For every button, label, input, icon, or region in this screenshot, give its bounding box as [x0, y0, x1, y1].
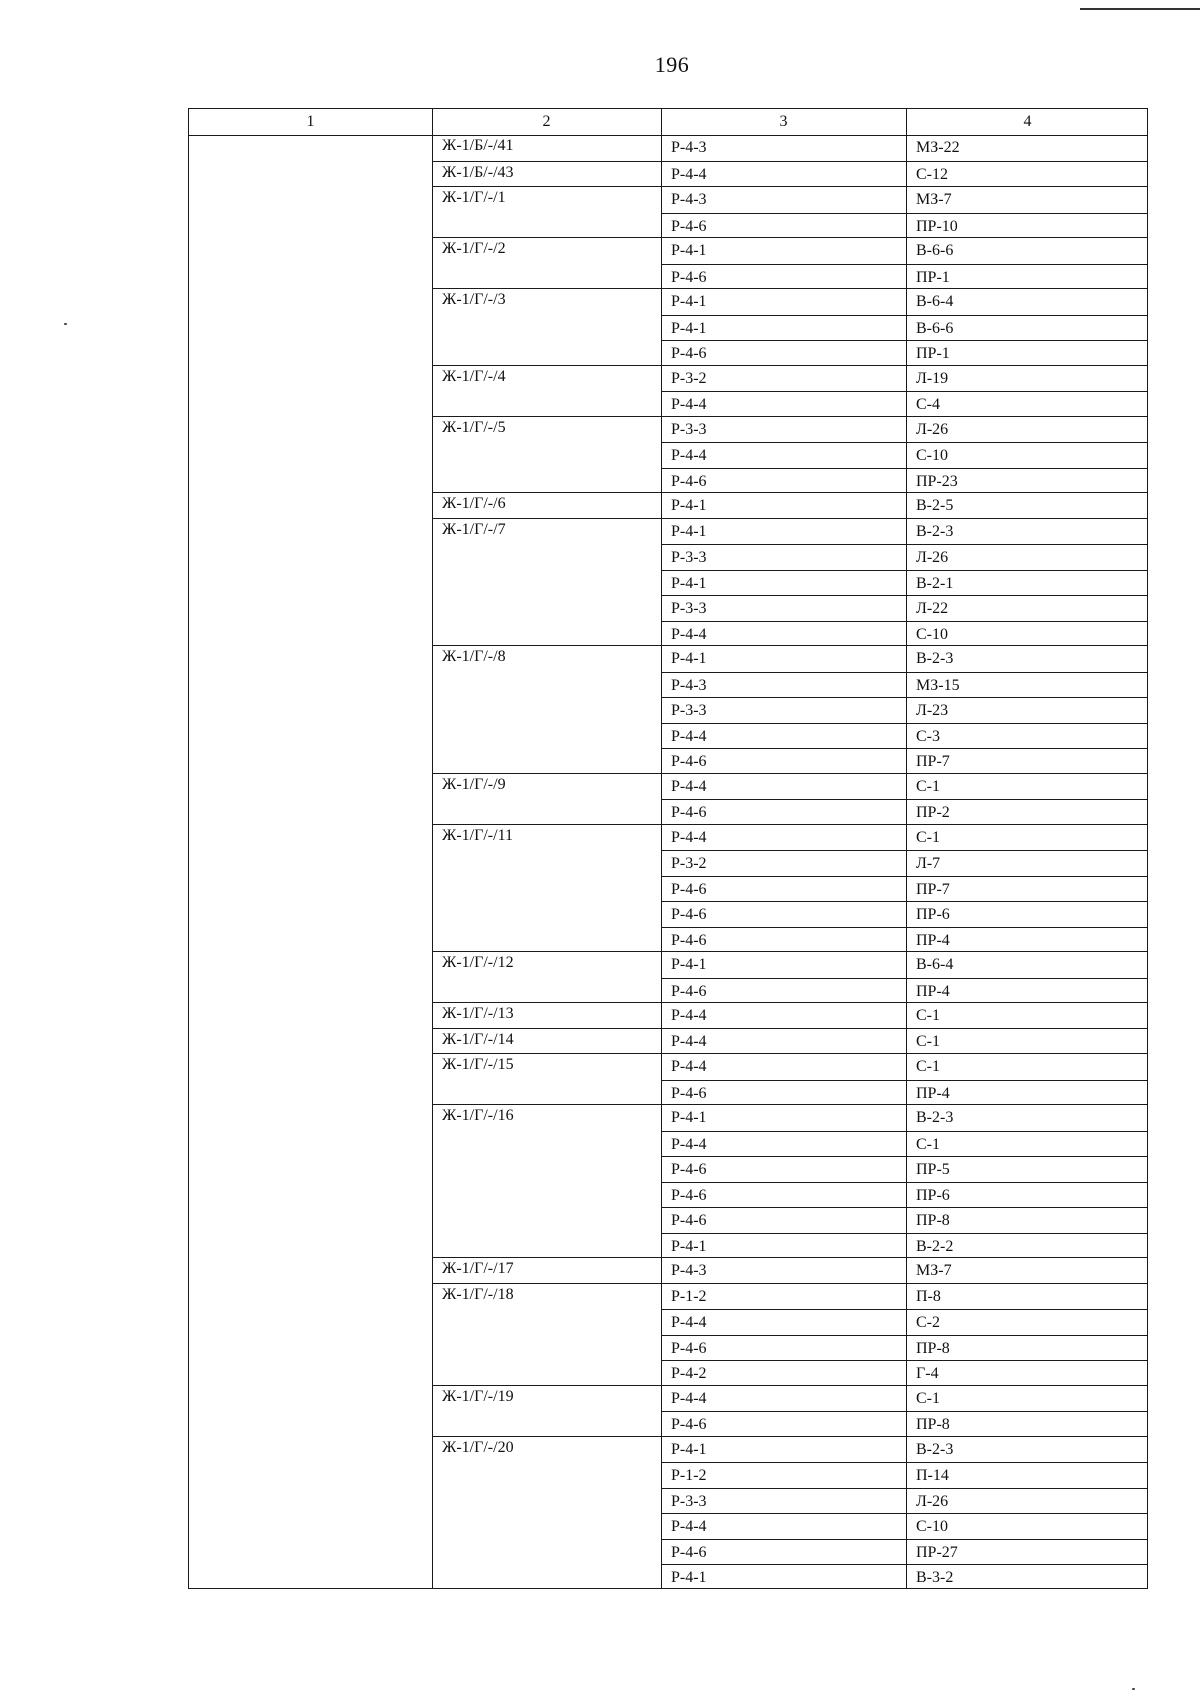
item-code-cell: ПР-2 — [916, 804, 950, 821]
item-code-cell: С-3 — [916, 727, 940, 745]
region-code-cell: Р-4-6 — [671, 753, 707, 770]
header-col-3: 3 — [779, 113, 788, 130]
table-row — [661, 1258, 1147, 1284]
table-row — [661, 697, 1147, 723]
object-code: Ж-1/Г/-/17 — [442, 1260, 514, 1277]
region-code-cell: Р-4-4 — [671, 727, 707, 745]
region-code-cell: Р-4-3 — [671, 191, 707, 208]
item-code-cell: С-1 — [916, 1032, 940, 1050]
header-col-2: 2 — [542, 113, 551, 130]
region-code-cell: Р-4-6 — [671, 1416, 707, 1433]
table-row — [661, 391, 1147, 417]
object-code: Ж-1/Г/-/7 — [442, 520, 506, 538]
scan-speck — [64, 323, 67, 325]
item-code-cell: Л-7 — [916, 855, 941, 872]
item-code-cell: С-10 — [916, 447, 948, 464]
table-row — [661, 1309, 1147, 1335]
table-group — [432, 135, 1147, 161]
item-code-cell: ПР-8 — [916, 1339, 950, 1357]
table-row — [661, 723, 1147, 749]
table-row — [661, 1131, 1147, 1157]
table-row — [661, 213, 1147, 239]
region-code-cell: Р-4-6 — [671, 931, 707, 949]
table-group — [432, 1053, 1147, 1105]
region-code-cell: Р-4-4 — [671, 1389, 707, 1407]
region-code-cell: Р-4-1 — [671, 522, 707, 540]
table-row — [661, 876, 1147, 902]
item-code-cell: ПР-23 — [916, 472, 958, 490]
header-col-1: 1 — [306, 113, 315, 130]
table-group — [432, 237, 1147, 289]
table-group — [432, 186, 1147, 238]
item-code-cell: В-2-3 — [916, 1109, 954, 1126]
region-code-cell: Р-4-1 — [671, 293, 707, 310]
item-code-cell: В-6-4 — [916, 293, 954, 310]
region-code-cell: Р-4-1 — [671, 650, 707, 667]
table-group — [432, 824, 1147, 953]
region-code-cell: Р-4-6 — [671, 880, 707, 898]
item-code-cell: С-1 — [916, 1007, 940, 1024]
item-code-cell: ПР-6 — [916, 906, 950, 923]
page-number: 196 — [654, 52, 690, 77]
region-code-cell: Р-4-1 — [671, 1440, 707, 1458]
table-row — [661, 672, 1147, 698]
item-code-cell: В-2-3 — [916, 522, 954, 540]
region-code-cell: Р-3-3 — [671, 549, 707, 566]
table-row — [661, 315, 1147, 341]
table-row — [661, 799, 1147, 825]
region-code-cell: Р-3-3 — [671, 420, 707, 438]
item-code-cell: МЗ-22 — [916, 139, 960, 156]
object-code: Ж-1/Г/-/3 — [442, 291, 506, 308]
region-code-cell: Р-4-6 — [671, 804, 707, 821]
table-row — [661, 264, 1147, 290]
table-row — [661, 544, 1147, 570]
object-code: Ж-1/Б/-/43 — [442, 163, 514, 181]
region-code-cell: Р-4-6 — [671, 1084, 707, 1102]
object-code: Ж-1/Г/-/15 — [442, 1056, 514, 1073]
table-row — [661, 1207, 1147, 1233]
item-code-cell: Л-26 — [916, 1492, 949, 1510]
item-code-cell: ПР-4 — [916, 982, 950, 1000]
table-group — [432, 1385, 1147, 1437]
region-code-cell: Р-4-4 — [671, 828, 707, 846]
region-code-cell: Р-4-2 — [671, 1365, 707, 1382]
region-code-cell: Р-3-2 — [671, 855, 707, 872]
item-code-cell: ПР-8 — [916, 1212, 950, 1229]
table-row — [661, 1462, 1147, 1488]
table-row — [661, 1284, 1147, 1310]
table-row — [661, 1156, 1147, 1182]
region-code-cell: Р-4-6 — [671, 345, 707, 362]
table-row — [661, 748, 1147, 774]
region-code-cell: Р-4-4 — [671, 447, 707, 464]
item-code-cell: МЗ-7 — [916, 1262, 952, 1279]
table-row — [661, 468, 1147, 494]
item-code-cell: С-10 — [916, 1518, 948, 1535]
region-code-cell: Р-4-6 — [671, 982, 707, 1000]
header-col-4: 4 — [1023, 113, 1032, 130]
item-code-cell: ПР-1 — [916, 345, 950, 362]
object-code: Ж-1/Г/-/1 — [442, 189, 506, 206]
item-code-cell: ПР-8 — [916, 1416, 950, 1433]
table-group — [432, 1104, 1147, 1258]
table-group — [432, 365, 1147, 417]
table-group — [432, 518, 1147, 647]
item-code-cell: В-6-6 — [916, 319, 954, 337]
item-code-cell: ПР-27 — [916, 1543, 958, 1561]
table-group — [432, 1436, 1147, 1590]
item-code-cell: С-1 — [916, 777, 940, 795]
region-code-cell: Р-3-3 — [671, 600, 707, 617]
table-row — [661, 1182, 1147, 1208]
table-group — [432, 1028, 1147, 1055]
table-row — [661, 289, 1147, 315]
table-row — [661, 927, 1147, 953]
item-code-cell: С-2 — [916, 1314, 940, 1331]
region-code-cell: Р-4-6 — [671, 472, 707, 490]
table-row — [661, 1411, 1147, 1437]
table-row — [661, 1539, 1147, 1565]
region-code-cell: Р-4-4 — [671, 777, 707, 795]
table-row — [661, 595, 1147, 621]
region-code-cell: Р-4-1 — [671, 1237, 707, 1255]
table-row — [661, 1003, 1147, 1029]
item-code-cell: С-4 — [916, 396, 940, 413]
table-row — [661, 952, 1147, 978]
object-code: Ж-1/Г/-/6 — [442, 495, 506, 512]
region-code-cell: Р-4-1 — [671, 319, 707, 337]
object-code: Ж-1/Г/-/20 — [442, 1438, 514, 1456]
table-row — [661, 1386, 1147, 1412]
table-row — [661, 187, 1147, 213]
table-header-row — [189, 109, 1147, 136]
table-row — [661, 1360, 1147, 1386]
top-edge-rule — [1080, 8, 1200, 10]
object-code: Ж-1/Г/-/4 — [442, 367, 506, 385]
table-group — [432, 416, 1147, 494]
item-code-cell: ПР-7 — [916, 753, 950, 770]
item-code-cell: В-6-4 — [916, 956, 954, 973]
item-code-cell: В-2-2 — [916, 1237, 954, 1255]
region-code-cell: Р-1-2 — [671, 1287, 707, 1305]
object-code: Ж-1/Г/-/12 — [442, 954, 514, 971]
item-code-cell: В-2-3 — [916, 1440, 954, 1458]
object-code: Ж-1/Г/-/13 — [442, 1005, 514, 1022]
item-code-cell: ПР-4 — [916, 1084, 950, 1102]
object-code: Ж-1/Г/-/16 — [442, 1107, 514, 1124]
item-code-cell: С-1 — [916, 828, 940, 846]
region-code-cell: Р-4-6 — [671, 217, 707, 235]
item-code-cell: Л-22 — [916, 600, 949, 617]
item-code-cell: Л-23 — [916, 702, 949, 719]
region-code-cell: Р-4-4 — [671, 1135, 707, 1153]
table-row — [661, 570, 1147, 596]
region-code-cell: Р-4-4 — [671, 1314, 707, 1331]
region-code-cell: Р-4-4 — [671, 1032, 707, 1050]
table-row — [661, 162, 1147, 188]
region-code-cell: Р-4-6 — [671, 906, 707, 923]
table-group — [432, 161, 1147, 188]
table-row — [661, 1437, 1147, 1463]
object-code: Ж-1/Г/-/14 — [442, 1030, 514, 1048]
item-code-cell: С-1 — [916, 1135, 940, 1153]
table-group — [432, 773, 1147, 825]
item-code-cell: П-8 — [916, 1287, 941, 1305]
region-code-cell: Р-4-4 — [671, 1518, 707, 1535]
table-row — [661, 366, 1147, 392]
object-code: Ж-1/Г/-/9 — [442, 775, 506, 793]
table-row — [661, 621, 1147, 647]
region-code-cell: Р-4-6 — [671, 1212, 707, 1229]
item-code-cell: Л-19 — [916, 369, 949, 387]
table-group — [432, 645, 1147, 774]
item-code-cell: В-2-5 — [916, 497, 954, 514]
table-row — [661, 646, 1147, 672]
region-code-cell: Р-4-3 — [671, 139, 707, 156]
region-code-cell: Р-3-3 — [671, 1492, 707, 1510]
region-code-cell: Р-3-3 — [671, 702, 707, 719]
item-code-cell: П-14 — [916, 1467, 949, 1484]
region-code-cell: Р-4-1 — [671, 956, 707, 973]
object-code: Ж-1/Б/-/41 — [442, 137, 514, 154]
object-code: Ж-1/Г/-/11 — [442, 826, 513, 844]
object-code: Ж-1/Г/-/18 — [442, 1285, 514, 1303]
table-group — [432, 288, 1147, 366]
region-code-cell: Р-4-1 — [671, 574, 707, 592]
region-code-cell: Р-1-2 — [671, 1467, 707, 1484]
table-group — [432, 1257, 1147, 1284]
item-code-cell: ПР-4 — [916, 931, 950, 949]
item-code-cell: С-1 — [916, 1389, 940, 1407]
item-code-cell: В-2-3 — [916, 650, 954, 667]
table-row — [661, 442, 1147, 468]
item-code-cell: В-2-1 — [916, 574, 954, 592]
table-group — [432, 1002, 1147, 1029]
region-code-cell: Р-4-6 — [671, 268, 707, 286]
region-code-cell: Р-4-4 — [671, 625, 707, 643]
table-row — [661, 901, 1147, 927]
table-row — [661, 1564, 1147, 1590]
region-code-cell: Р-4-6 — [671, 1543, 707, 1561]
region-code-cell: Р-4-6 — [671, 1339, 707, 1357]
table-row — [661, 1029, 1147, 1055]
region-code-cell: Р-4-4 — [671, 396, 707, 413]
table-group — [432, 492, 1147, 519]
table-group — [432, 951, 1147, 1003]
object-code: Ж-1/Г/-/19 — [442, 1387, 514, 1405]
item-code-cell: ПР-1 — [916, 268, 950, 286]
object-code: Ж-1/Г/-/2 — [442, 240, 506, 257]
table-row — [661, 519, 1147, 545]
region-code-cell: Р-4-1 — [671, 1569, 707, 1586]
table-row — [661, 1233, 1147, 1259]
region-code-cell: Р-4-4 — [671, 1058, 707, 1075]
item-code-cell: МЗ-15 — [916, 676, 960, 694]
region-code-cell: Р-4-4 — [671, 1007, 707, 1024]
table-row — [661, 493, 1147, 519]
object-code: Ж-1/Г/-/8 — [442, 648, 506, 665]
table-row — [661, 850, 1147, 876]
region-code-cell: Р-3-2 — [671, 369, 707, 387]
table-row — [661, 238, 1147, 264]
item-code-cell: С-1 — [916, 1058, 940, 1075]
scan-speck — [1132, 1688, 1135, 1690]
item-code-cell: В-6-6 — [916, 242, 954, 259]
item-code-cell: С-10 — [916, 625, 948, 643]
table-row — [661, 417, 1147, 443]
region-code-cell: Р-4-3 — [671, 676, 707, 694]
table-row — [661, 825, 1147, 851]
data-table — [188, 108, 1148, 1589]
item-code-cell: ПР-5 — [916, 1161, 950, 1178]
region-code-cell: Р-4-6 — [671, 1161, 707, 1178]
table-row — [661, 135, 1147, 161]
table-row — [661, 1054, 1147, 1080]
table-row — [661, 340, 1147, 366]
table-row — [661, 774, 1147, 800]
item-code-cell: ПР-6 — [916, 1186, 950, 1204]
table-row — [661, 978, 1147, 1004]
table-row — [661, 1513, 1147, 1539]
table-row — [661, 1080, 1147, 1106]
item-code-cell: МЗ-7 — [916, 191, 952, 208]
item-code-cell: Г-4 — [916, 1365, 939, 1382]
item-code-cell: С-12 — [916, 165, 948, 183]
region-code-cell: Р-4-1 — [671, 1109, 707, 1126]
item-code-cell: В-3-2 — [916, 1569, 954, 1586]
region-code-cell: Р-4-6 — [671, 1186, 707, 1204]
table-row — [661, 1488, 1147, 1514]
table-row — [661, 1105, 1147, 1131]
region-code-cell: Р-4-4 — [671, 165, 707, 183]
item-code-cell: ПР-10 — [916, 217, 958, 235]
table-body — [189, 135, 1147, 1588]
table-group — [432, 1283, 1147, 1386]
item-code-cell: Л-26 — [916, 420, 949, 438]
region-code-cell: Р-4-1 — [671, 242, 707, 259]
region-code-cell: Р-4-3 — [671, 1262, 707, 1279]
object-code: Ж-1/Г/-/5 — [442, 418, 506, 436]
region-code-cell: Р-4-1 — [671, 497, 707, 514]
table-row — [661, 1335, 1147, 1361]
item-code-cell: Л-26 — [916, 549, 949, 566]
item-code-cell: ПР-7 — [916, 880, 950, 898]
